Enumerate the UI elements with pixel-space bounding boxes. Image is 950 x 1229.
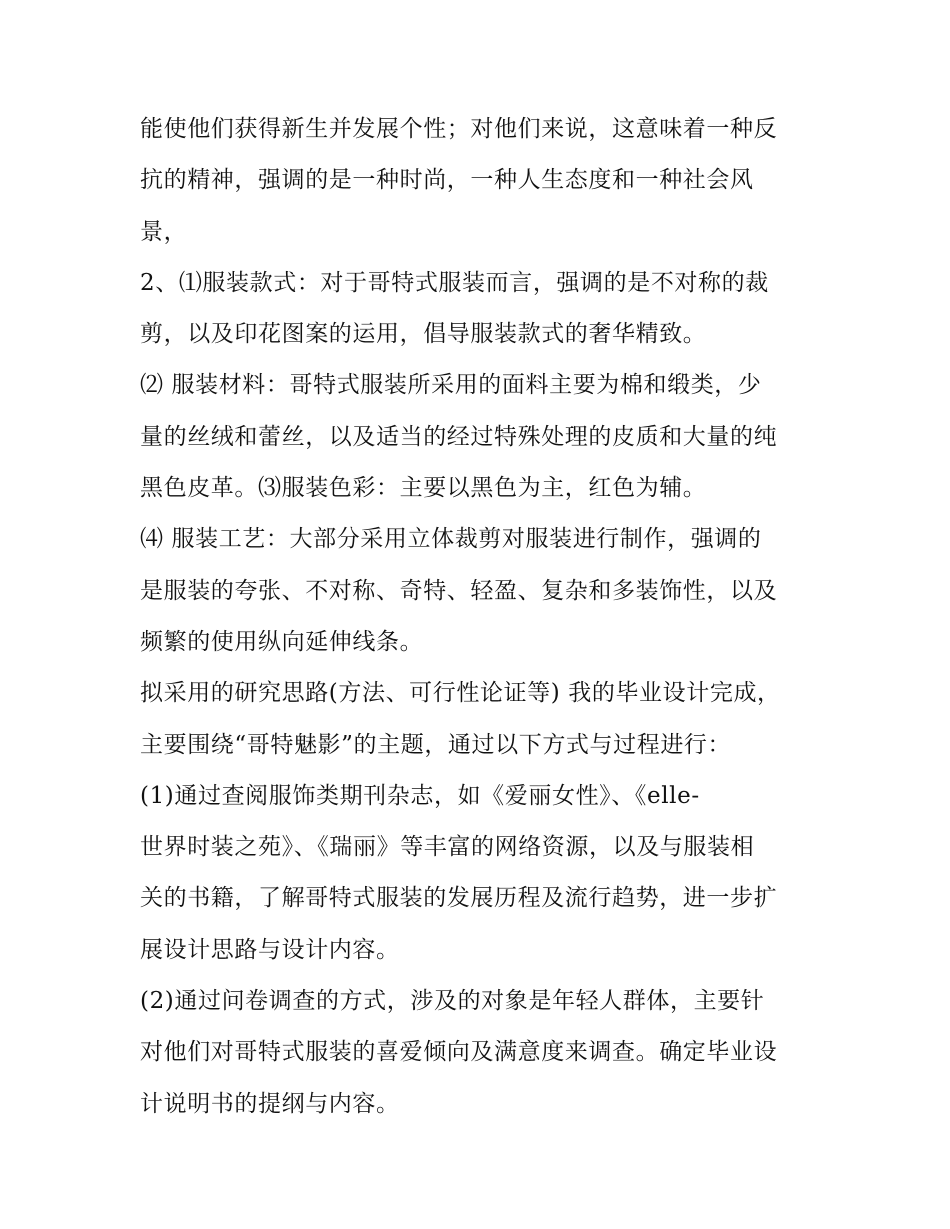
text-line: 是服装的夸张、不对称、奇特、轻盈、复杂和多装饰性，以及 (140, 577, 778, 604)
text-line: (2)通过问卷调查的方式，涉及的对象是年轻人群体，主要针 (140, 988, 765, 1015)
body-text (140, 104, 820, 1130)
text-line: (1)通过查阅服饰类期刊杂志，如《爱丽女性》、《elle- (140, 782, 700, 809)
text-line: 频繁的使用纵向延伸线条。 (140, 628, 424, 655)
text-line: 世界时装之苑》、《瑞丽》等丰富的网络资源，以及与服装相 (140, 834, 755, 861)
text-line: 拟采用的研究思路(方法、可行性论证等) 我的毕业设计完成， (140, 680, 781, 707)
text-line: 关的书籍，了解哥特式服装的发展历程及流行趋势，进一步扩 (140, 885, 778, 912)
text-line: 量的丝绒和蕾丝，以及适当的经过特殊处理的皮质和大量的纯 (140, 423, 778, 450)
text-line: 展设计思路与设计内容。 (140, 936, 400, 963)
text-line: ⑵ 服装材料：哥特式服装所采用的面料主要为棉和缎类，少 (140, 372, 762, 399)
text-line: 能使他们获得新生并发展个性；对他们来说，这意味着一种反 (140, 116, 778, 142)
text-line: 主要围绕“哥特魅影”的主题，通过以下方式与过程进行： (140, 731, 732, 758)
text-line: 黑色皮革。⑶服装色彩：主要以黑色为主，红色为辅。 (140, 475, 707, 502)
text-line: 2、⑴服装款式：对于哥特式服装而言，强调的是不对称的裁 (140, 269, 769, 296)
text-line: 剪，以及印花图案的运用，倡导服装款式的奢华精致。 (140, 321, 707, 348)
text-line: 对他们对哥特式服装的喜爱倾向及满意度来调查。确定毕业设 (140, 1039, 778, 1066)
text-line: 计说明书的提纲与内容。 (140, 1090, 400, 1117)
text-line: 抗的精神，强调的是一种时尚，一种人生态度和一种社会风 (140, 167, 754, 194)
text-line: ⑷ 服装工艺：大部分采用立体裁剪对服装进行制作，强调的 (140, 526, 762, 553)
text-line: 景， (140, 218, 188, 245)
